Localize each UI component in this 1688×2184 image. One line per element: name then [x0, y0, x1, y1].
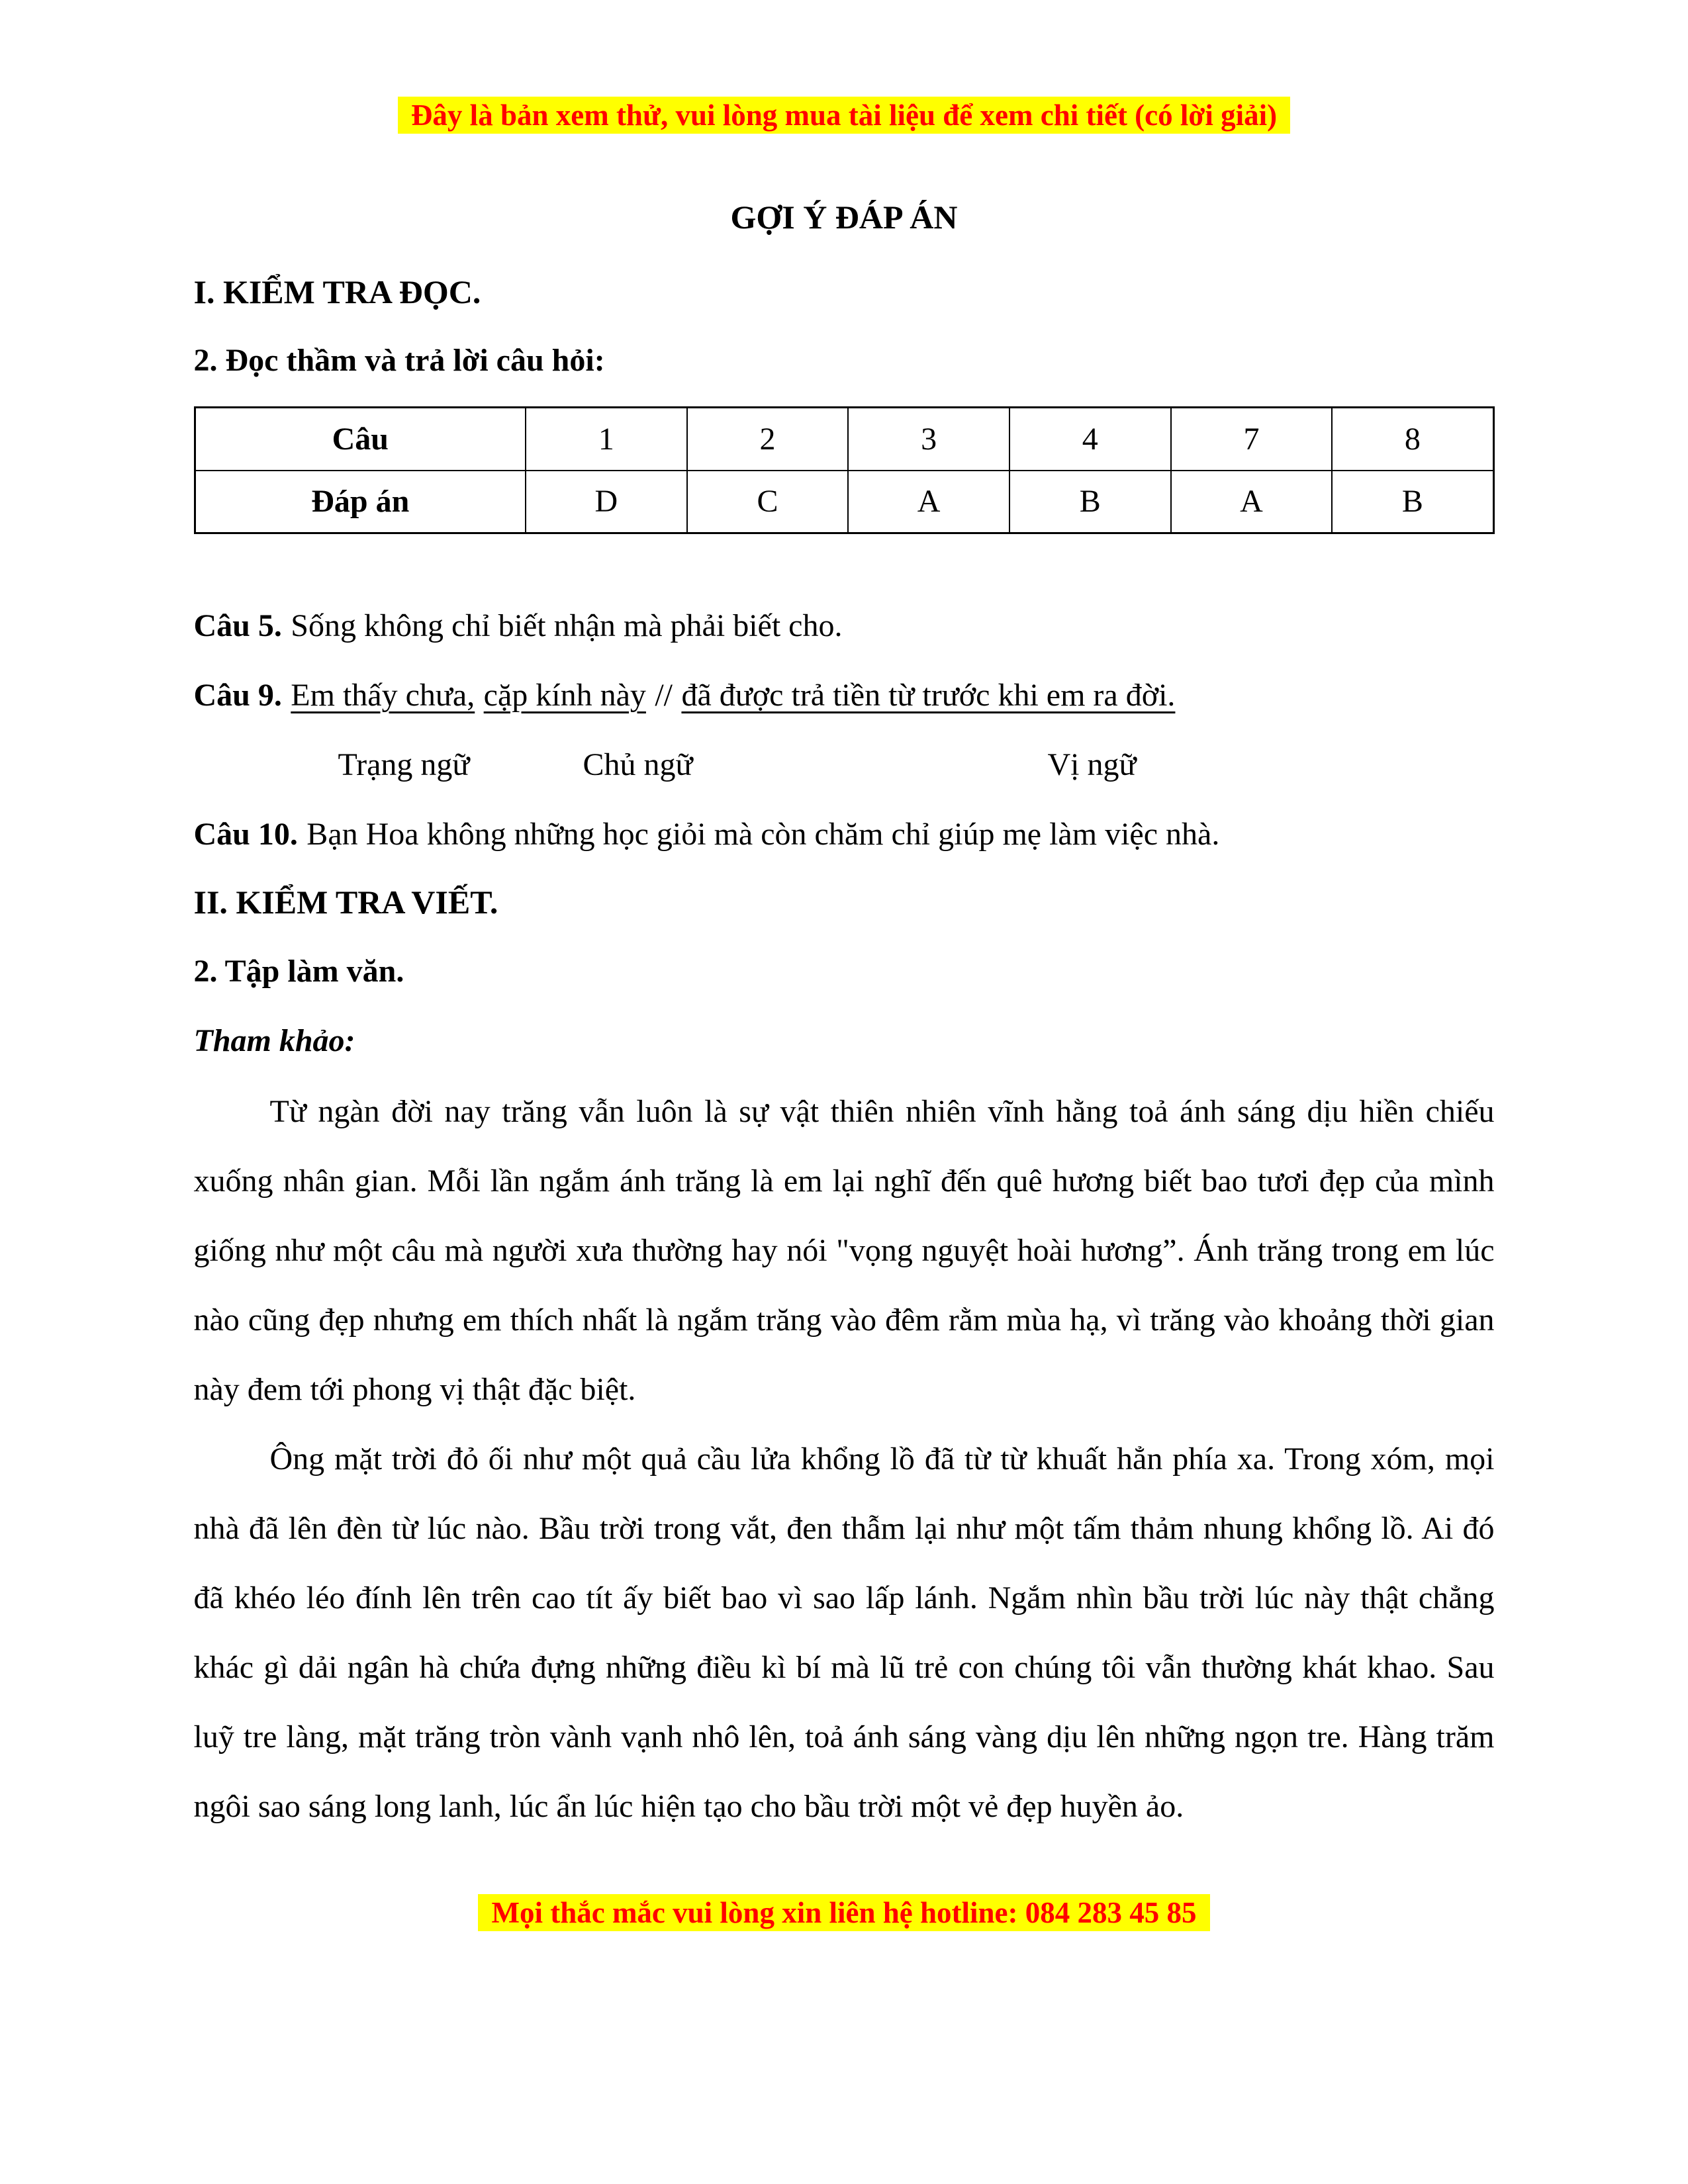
top-banner-row — [0, 0, 1688, 134]
cau-9-subject-segment: cặp kính này — [483, 678, 646, 713]
label-chu-ngu: Chủ ngữ — [583, 747, 693, 782]
cau-10-text: Bạn Hoa không những học giỏi mà còn chăm chỉ giúp mẹ làm việc nhà. — [306, 817, 1220, 852]
hotline-banner: Mọi thắc mắc vui lòng xin liên hệ hotline: 084 283 45 85 — [478, 1894, 1209, 1931]
answer-cau-5 — [194, 607, 1495, 645]
reference-label: Tham khảo: — [193, 1023, 355, 1058]
section-1-subheading: 2. Đọc thầm và trả lời câu hỏi: — [193, 343, 605, 378]
cau-5-label: Câu 5. — [193, 608, 282, 643]
table-question-number: 4 — [1009, 408, 1171, 471]
table-question-number: 8 — [1332, 408, 1493, 471]
table-question-number: 2 — [687, 408, 849, 471]
table-answer-value: C — [687, 471, 849, 533]
table-answer-value: A — [848, 471, 1009, 533]
bottom-banner-row — [0, 1894, 1688, 1931]
answer-cau-9 — [194, 676, 1495, 715]
table-header-cau: Câu — [195, 408, 526, 471]
cau-5-text: Sống không chỉ biết nhận mà phải biết cho. — [291, 608, 843, 643]
table-answer-value: B — [1332, 471, 1493, 533]
label-trang-ngu: Trạng ngữ — [338, 747, 470, 782]
table-question-number: 1 — [526, 408, 687, 471]
table-answer-value: B — [1009, 471, 1171, 533]
preview-notice-banner: Đây là bản xem thử, vui lòng mua tài liệu để xem chi tiết (có lời giải) — [398, 97, 1290, 134]
cau-9-grammar-labels — [194, 746, 1495, 784]
document-content — [194, 198, 1495, 1841]
table-header-dap-an: Đáp án — [195, 471, 526, 533]
cau-9-label: Câu 9. — [193, 678, 282, 713]
table-question-number: 3 — [848, 408, 1009, 471]
answer-table-answer-row — [195, 471, 1493, 533]
section-2-subheading: 2. Tập làm văn. — [193, 954, 404, 989]
cau-9-separator: // — [655, 678, 673, 713]
essay-paragraph-2: Ông mặt trời đỏ ối như một quả cầu lửa khổng lồ đã từ từ khuất hẳn phía xa. Trong xóm, mọi nhà đã lên đèn từ lúc nào. Bầu trời trong vắt, đen thẫm lại như một tấm thảm nhung khổng lồ. Ai đó đã khéo léo đính lên trên cao tít ấy biết bao vì sao lấp lánh. Ngắm nhìn bầu trời lúc này thật chẳng khác gì dải ngân hà chứa đựng những điều kì bí mà lũ trẻ con chúng tôi vẫn thường khát khao. Sau luỹ tre làng, mặt trăng tròn vành vạnh nhô lên, toả ánh sáng vàng dịu lên những ngọn tre. Hàng trăm ngôi sao sáng long lanh, lúc ẩn lúc hiện tạo cho bầu trời một vẻ đẹp huyền ảo. — [193, 1441, 1495, 1824]
answer-cau-10 — [194, 815, 1495, 854]
label-vi-ngu: Vị ngữ — [1047, 747, 1137, 782]
table-answer-value: D — [526, 471, 687, 533]
essay-paragraph-1: Từ ngàn đời nay trăng vẫn luôn là sự vật thiên nhiên vĩnh hằng toả ánh sáng dịu hiền chiếu xuống nhân gian. Mỗi lần ngắm ánh trăng là em lại nghĩ đến quê hương biết bao tươi đẹp của mình giống như một câu mà người xưa thường hay nói "vọng nguyệt hoài hương”. Ánh trăng trong em lúc nào cũng đẹp nhưng em thích nhất là ngắm trăng vào đêm rằm mùa hạ, vì trăng vào khoảng thời gian này đem tới phong vị thật đặc biệt. — [193, 1094, 1495, 1407]
cau-9-predicate-segment: đã được trả tiền từ trước khi em ra đời. — [681, 678, 1176, 713]
section-2-heading: II. KIỂM TRA VIẾT. — [193, 884, 498, 921]
table-answer-value: A — [1171, 471, 1333, 533]
section-1-heading: I. KIỂM TRA ĐỌC. — [193, 273, 481, 310]
answer-table — [194, 406, 1495, 534]
table-question-number: 7 — [1171, 408, 1333, 471]
cau-9-adverbial-segment: Em thấy chưa, — [291, 678, 475, 713]
answer-table-question-row — [195, 408, 1493, 471]
cau-10-label: Câu 10. — [193, 817, 298, 852]
page-title: GỢI Ý ĐÁP ÁN — [730, 199, 958, 236]
